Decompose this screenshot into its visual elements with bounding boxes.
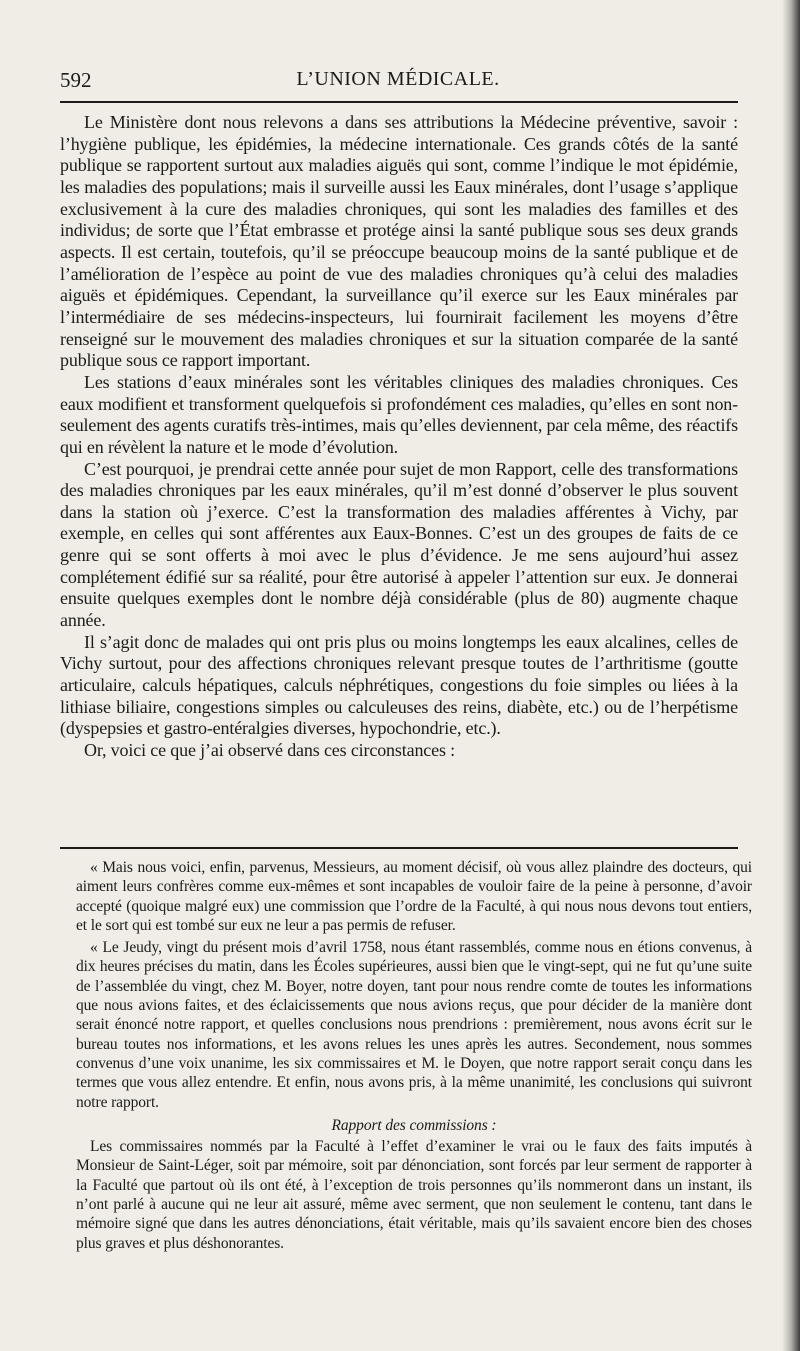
body-paragraph: Les stations d’eaux minérales sont les véritables cliniques des maladies chroniques. Ces eaux modifient et transforment quelquefois si profondément ces maladies, qu’elles en sont non-seulement des agents curatifs très-intimes, mais qu’elles deviennent, par cela même, des réactifs qui en révèlent la nature et le mode d’évolution. (60, 371, 738, 457)
footnote-paragraph: « Le Jeudy, vingt du présent mois d’avril 1758, nous étant rassemblés, comme nous en étions convenus, à dix heures précises du matin, dans les Écoles supérieures, aussi bien que le vingt-sept, qui ne fut qu’une suite de l’assemblée du vingt, chez M. Boyer, notre doyen, tant pour nous rendre comte de toutes les informations que nous avions faites, et des éclaicissements que nous avions reçus, que pour décider de la manière dont serait énoncé notre rapport, et quelles conclusions nous prendrions : premièrement, nous avons écrit sur le bureau toutes nos informations, et les avons relues les unes après les autres. Secondement, nous sommes convenus d’une voix unanime, les six commissaires et M. le Doyen, que notre rapport serait conçu dans les termes que vous allez entendre. Et enfin, nous avons pris, à la même unanimité, les conclusions qui suivront notre rapport. (76, 939, 752, 1111)
footnote-paragraph: Les commissaires nommés par la Faculté à l’effet d’examiner le vrai ou le faux des faits imputés à Monsieur de Saint-Léger, soit par mémoire, soit par dénonciation, sont forcés par leur serment de rapporter à la Faculté que partout où ils ont été, à l’exception de trois personnes qu’ils nommeront dans un instant, ils n’ont parlé à aucune qui ne leur ait assuré, même avec serment, que non seulement le contenu, tant dans le mémoire signé que dans les autres dénonciations, était véritable, mais qu’ils savaient encore bien des choses plus graves et plus déshonorantes. (76, 1138, 752, 1252)
page-header (60, 66, 736, 96)
book-spine-shadow (782, 0, 800, 1351)
footnote-paragraph: « Mais nous voici, enfin, parvenus, Messieurs, au moment décisif, où vous allez plaindre des docteurs, qui aiment leurs confrères comme eux-mêmes et sont incapables de vouloir faire de la peine à personne, d’avoir accepté (quoique malgré eux) une commission que l’ordre de la Faculté, à qui nous nous devons tout entiers, et le sort qui est tombé sur eux ne leur a pas permis de refuser. (76, 859, 752, 934)
footnote-block (76, 858, 752, 1256)
body-paragraph: Le Ministère dont nous relevons a dans ses attributions la Médecine préventive, savoir : l’hygiène publique, les épidémies, la médecine internationale. Ces grands côtés de la santé publique se rapportent surtout aux maladies aiguës qui sont, comme l’indique le mot épidémie, les maladies des populations; mais il surveille aussi les Eaux minérales, dont l’usage s’applique exclusivement à la cure des maladies chroniques, qui sont les maladies des familles et des individus; de sorte que l’État embrasse et protége ainsi la santé publique sous ses deux grands aspects. Il est certain, toutefois, qu’il se préoccupe beaucoup moins de la santé publique et de l’amélioration de l’espèce au point de vue des maladies chroniques qu’à celui des maladies aiguës et épidémiques. Cependant, la surveillance qu’il exerce sur les Eaux minérales par l’intermédiaire de ses médecins-inspecteurs, lui fournirait facilement les moyens d’être renseigné sur le mouvement des maladies chroniques et sur la situation comparée de la santé publique sous ce rapport important. (60, 112, 738, 371)
body-paragraph: C’est pourquoi, je prendrai cette année pour sujet de mon Rapport, celle des transformations des maladies chroniques par les eaux minérales, qu’il m’est donné d’observer le plus souvent dans la station où j’exerce. C’est la transformation des maladies afférentes à Vichy, par exemple, en celles qui sont afférentes aux Eaux-Bonnes. C’est un des groupes de faits de ce genre qui se sont offerts à moi avec le plus d’évidence. Je me sens aujourd’hui assez complétement édifié sur sa réalité, pour être autorisé à appeler l’attention sur eux. Je donnerai ensuite quelques exemples dont le nombre déjà considérable (plus de 80) augmente chaque année. (60, 458, 738, 631)
body-paragraph: Il s’agit donc de malades qui ont pris plus ou moins longtemps les eaux alcalines, celles de Vichy surtout, pour des affections chroniques relevant presque toutes de l’arthritisme (goutte articulaire, calculs hépatiques, calculs néphrétiques, congestions du foie simples ou liées à la lithiase biliaire, congestions simples ou calculeuses des reins, diabète, etc.) ou de l’herpétisme (dyspepsies et gastro-entéralgies diverses, hypochondrie, etc.). (60, 631, 738, 739)
running-title: L’UNION MÉDICALE. (296, 68, 500, 90)
footnote-section-heading: Rapport des commissions : (331, 1116, 497, 1134)
header-rule (60, 101, 738, 103)
body-paragraph: Or, voici ce que j’ai observé dans ces circonstances : (84, 740, 456, 761)
footnote-separator (60, 847, 738, 849)
main-text (60, 112, 738, 762)
page-number: 592 (60, 68, 92, 92)
